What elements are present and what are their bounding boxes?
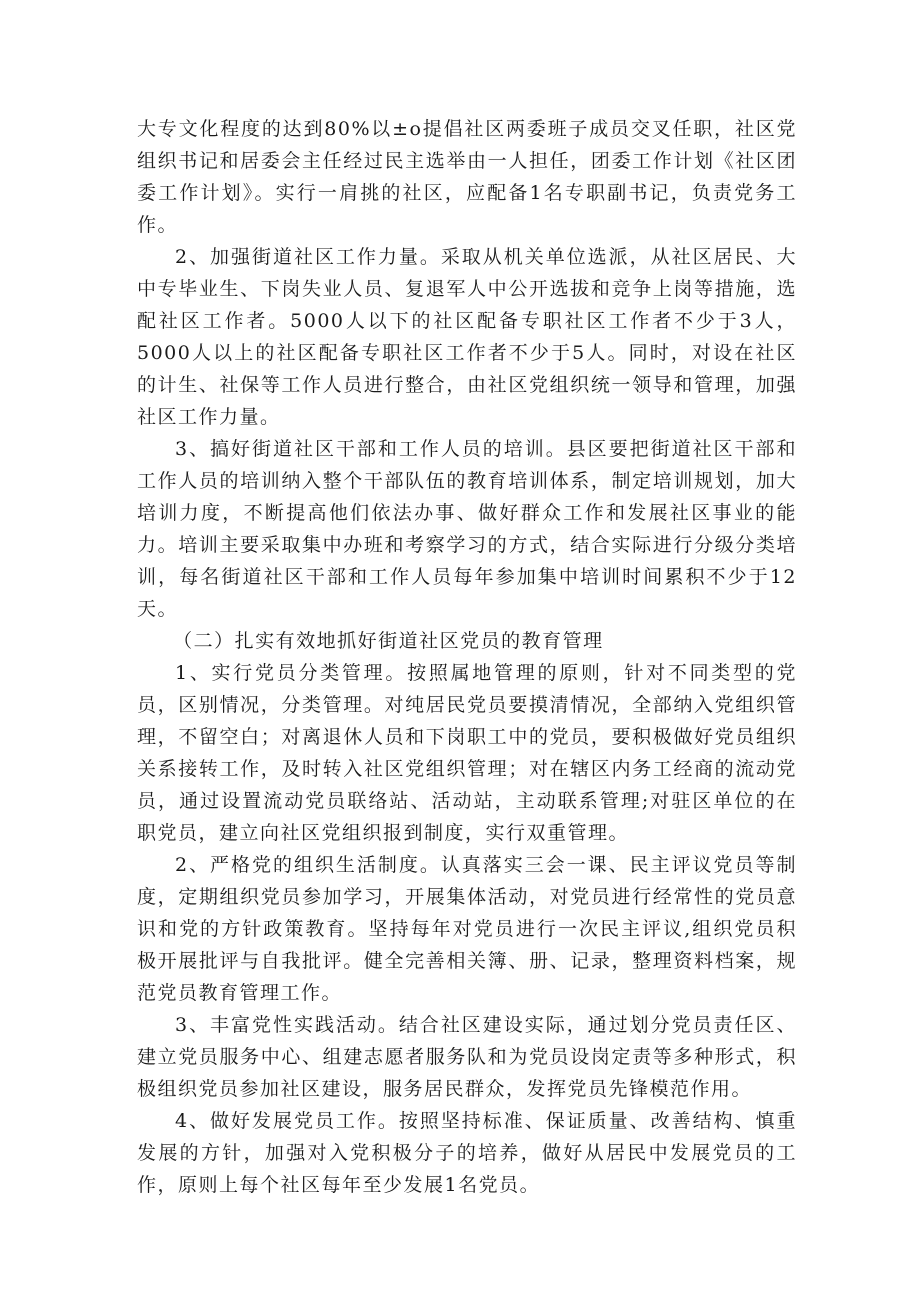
paragraph-practice-activities: 3、丰富党性实践活动。结合社区建设实际，通过划分党员责任区、建立党员服务中心、组建志愿者服务队和为党员设岗定责等多种形式，积极组织党员参加社区建设，服务居民群众，发挥党员先锋模范作用。 [137, 1014, 797, 1100]
paragraph-continuation: 大专文化程度的达到80%以±o提倡社区两委班子成员交叉任职，社区党组织书记和居委会主任经过民主选举由一人担任，团委工作计划《社区团委工作计划》。实行一肩挑的社区，应配备1名专职副书记，负责党务工作。 [137, 118, 797, 236]
section-heading: （二）扎实有效地抓好街道社区党员的教育管理 [173, 630, 604, 652]
paragraph-classified-management: 1、实行党员分类管理。按照属地管理的原则，针对不同类型的党员，区别情况，分类管理。对纯居民党员要摸清情况，全部纳入党组织管理，不留空白；对离退休人员和下岗职工中的党员，要积极做好党员组织关系接转工作，及时转入社区党组织管理；对在辖区内务工经商的流动党员，通过设置流动党员联络站、活动站，主动联系管理;对驻区单位的在职党员，建立向社区党组织报到制度，实行双重管理。 [137, 662, 797, 844]
paragraph-member-development: 4、做好发展党员工作。按照坚持标准、保证质量、改善结构、慎重发展的方针，加强对入党积极分子的培养，做好从居民中发展党员的工作，原则上每个社区每年至少发展1名党员。 [137, 1110, 797, 1196]
paragraph-training: 3、搞好街道社区干部和工作人员的培训。县区要把街道社区干部和工作人员的培训纳入整个干部队伍的教育培训体系，制定培训规划，加大培训力度，不断提高他们依法办事、做好群众工作和发展社区事业的能力。培训主要采取集中办班和考察学习的方式，结合实际进行分级分类培训，每名街道社区干部和工作人员每年参加集中培训时间累积不少于12天。 [137, 438, 797, 620]
paragraph-organizational-life: 2、严格党的组织生活制度。认真落实三会一课、民主评议党员等制度，定期组织党员参加学习，开展集体活动，对党员进行经常性的党员意识和党的方针政策教育。坚持每年对党员进行一次民主评议,组织党员积极开展批评与自我批评。健全完善相关簿、册、记录，整理资料档案，规范党员教育管理工作。 [137, 854, 797, 1004]
paragraph-staffing: 2、加强街道社区工作力量。采取从机关单位选派，从社区居民、大中专毕业生、下岗失业人员、复退军人中公开选拔和竞争上岗等措施，选配社区工作者。5000人以下的社区配备专职社区工作者不少于3人，5000人以上的社区配备专职社区工作者不少于5人。同时，对设在社区的计生、社保等工作人员进行整合，由社区党组织统一领导和管理，加强社区工作力量。 [137, 246, 797, 428]
document-body [137, 113, 797, 1201]
